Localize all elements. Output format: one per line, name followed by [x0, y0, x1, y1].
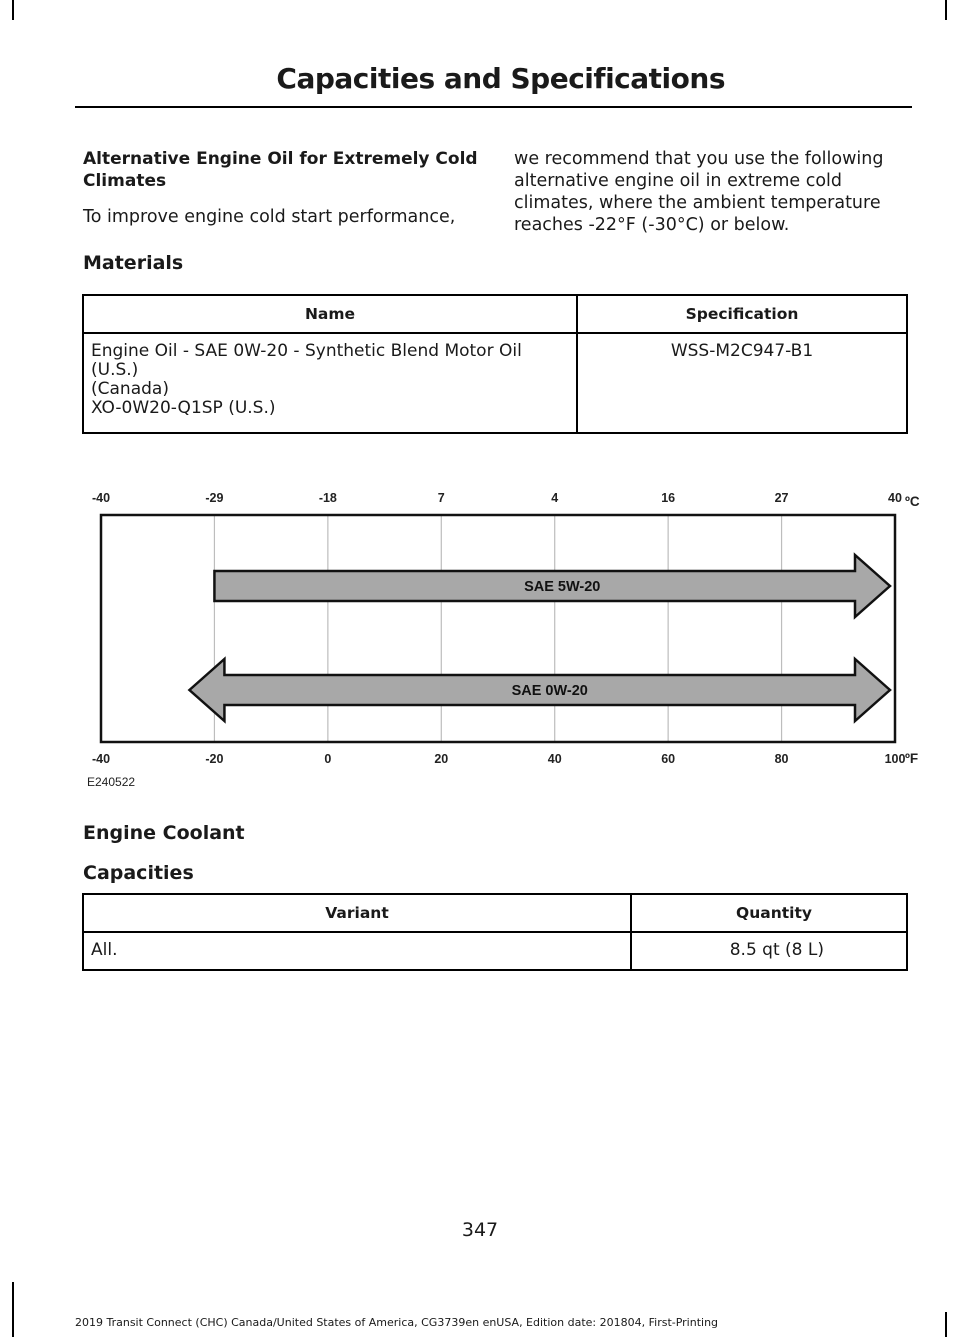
bottom-axis-tick-label: 0	[324, 752, 332, 766]
oil-temperature-chart-svg	[83, 480, 920, 800]
top-axis-tick-label: -40	[91, 491, 111, 505]
table-header-row	[83, 295, 907, 333]
crop-mark-top-left	[12, 0, 14, 20]
oil-temperature-chart	[83, 480, 920, 800]
intro-text-left: To improve engine cold start performance,	[83, 207, 456, 227]
bottom-axis-unit: ºF	[905, 751, 919, 766]
material-specification-cell: WSS-M2C947-B1	[577, 333, 907, 433]
top-axis-tick-label: -29	[205, 491, 224, 505]
top-axis-tick-label: 7	[437, 491, 445, 505]
materials-heading: Materials	[83, 252, 184, 274]
material-name-line: Engine Oil - SAE 0W-20 - Synthetic Blend Motor Oil	[91, 341, 522, 361]
crop-mark-bottom-right	[945, 1312, 947, 1337]
bottom-axis-tick-label: -40	[91, 752, 111, 766]
top-axis-tick-label: -18	[318, 491, 337, 505]
top-axis-tick-label: 16	[661, 491, 676, 505]
material-name-line: (Canada)	[91, 379, 169, 399]
capacities-heading: Capacities	[83, 862, 194, 884]
table-row	[83, 333, 907, 433]
intro-text-right: we recommend that you use the following alternative engine oil in extreme cold climates, where the ambient temperature reaches -22°F (-30°C) or below.	[514, 149, 884, 235]
top-axis-unit: ºC	[905, 494, 920, 509]
material-name-line: (U.S.)	[91, 360, 139, 380]
bottom-axis-tick-label: 20	[434, 752, 449, 766]
column-header-quantity: Quantity	[631, 894, 907, 932]
intro-subheading: Alternative Engine Oil for Extremely Cold Climates	[83, 149, 478, 191]
bottom-axis-tick-label: 100	[884, 752, 906, 766]
column-header-specification: Specification	[577, 295, 907, 333]
materials-table	[82, 294, 908, 434]
range-arrow-label: SAE 5W-20	[524, 579, 601, 595]
table-header-row	[83, 894, 907, 932]
intro-right-column	[514, 148, 909, 236]
title-rule	[75, 106, 912, 108]
crop-mark-top-right	[945, 0, 947, 20]
page-title: Capacities and Specifications	[276, 62, 725, 95]
coolant-quantity-cell: 8.5 qt (8 L)	[631, 932, 907, 970]
table-row	[83, 932, 907, 970]
material-name-line: XO-0W20-Q1SP (U.S.)	[91, 398, 276, 418]
bottom-axis-tick-label: -20	[205, 752, 224, 766]
column-header-variant: Variant	[83, 894, 631, 932]
crop-mark-bottom-left	[12, 1282, 14, 1337]
material-name-cell	[83, 333, 577, 433]
bottom-axis-tick-label: 60	[661, 752, 676, 766]
bottom-axis-tick-label: 80	[774, 752, 789, 766]
coolant-variant-cell: All.	[83, 932, 631, 970]
bottom-axis-tick-label: 40	[547, 752, 562, 766]
engine-coolant-heading: Engine Coolant	[83, 822, 245, 844]
figure-id: E240522	[87, 775, 136, 789]
page-number: 347	[461, 1219, 499, 1241]
top-axis-tick-label: 27	[774, 491, 789, 505]
footer-text: 2019 Transit Connect (CHC) Canada/United States of America, CG3739en enUSA, Edition date: 201804, First-Printing	[75, 1316, 719, 1329]
column-header-name: Name	[83, 295, 577, 333]
range-arrow-label: SAE 0W-20	[511, 683, 588, 699]
coolant-capacities-table	[82, 893, 908, 971]
top-axis-tick-label: 40	[888, 491, 902, 505]
intro-left-column	[83, 148, 483, 228]
top-axis-tick-label: 4	[551, 491, 559, 505]
